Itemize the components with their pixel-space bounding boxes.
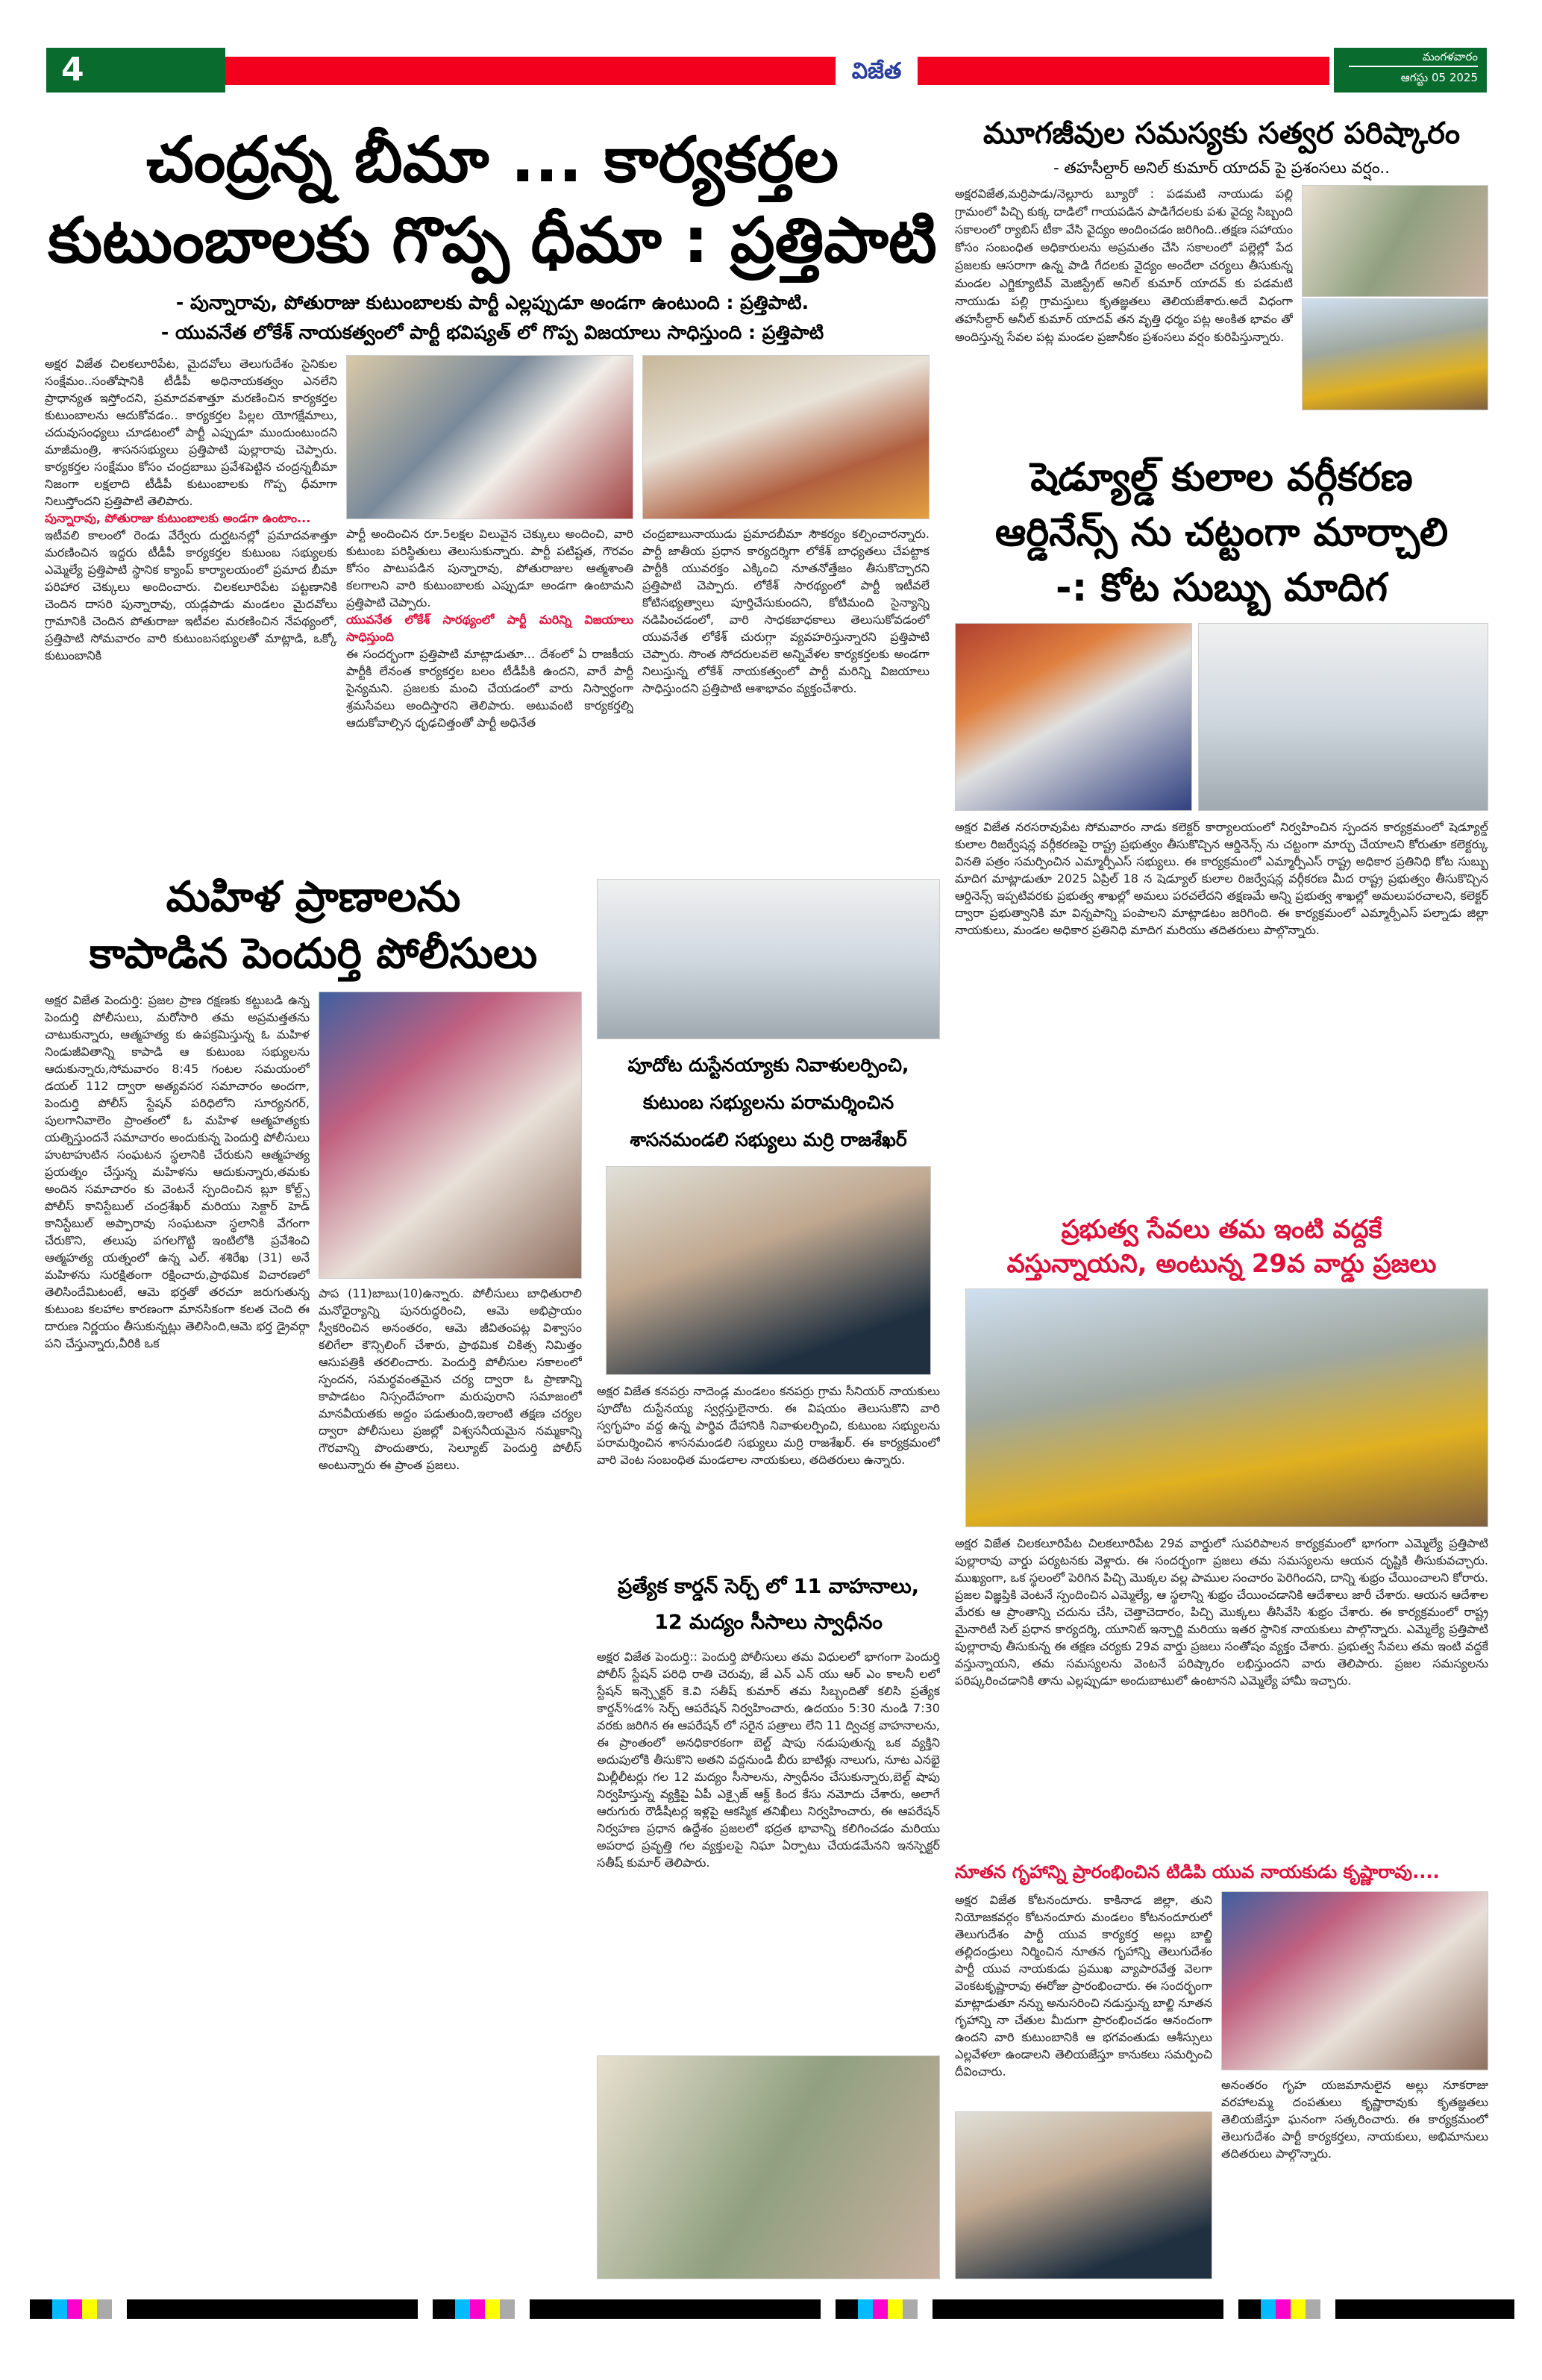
lead-subheads: [45, 288, 940, 348]
ward-headline-line-2: వస్తున్నాయని, అంటున్న 29వ వార్డు ప్రజలు: [1006, 1249, 1437, 1279]
cordon-body: అక్షర విజేత పెందుర్తి:: పెందుర్తి పోలీసులు తమ విధులలో భాగంగా పెందుర్తి పోలీస్ స్టేషన్ పరిధి రాతి చెరువు, జే ఎన్ ఎన్ యు ఆర్ ఎం కాలనీ లలో స్టేషన్ ఇన్స్పెక్టర్ కె.వి సతీష్ కుమార్ తమ సిబ్బందితో కలిసి ప్రత్యేక కార్డన్%డ% సెర్చ్ ఆపరేషన్ నిర్వహించారు, ఉదయం 5:30 నుండి 7:30 వరకు జరిగిన ఈ ఆపరేషన్ లో సరైన పత్రాలు లేని 11 ద్విచక్ర వాహనాలను, ఈ ప్రాంతంలో అనధికారకంగా బెల్ట్ షాపు నడుపుతున్న ఒక వ్యక్తిని అదుపులోకి తీసుకొని అతని వద్దనుండి బీరు బాటిళ్లు నాలుగు, నూట ఎనభై మిల్లీలీటర్లు గల 12 మద్యం సీసాలను, స్వాధీనం చేసుకున్నారు,బెల్ట్ షాపు నిర్వహిస్తున్న వ్యక్తిపై ఏపీ ఎక్సైజ్ ఆక్ట్ కింద కేసు నమోదు చేశారు, అలాగే ఆరుగురు రౌడీషీటర్ల ఇళ్లపై ఆకస్మిక తనిఖీలు నిర్వహించారు, ఈ ఆపరేషన్ నిర్వహణ ప్రధాన ఉద్దేశం ప్రజలలో భద్రత భావాన్ని కలిగించడం మరియు అపరాధ ప్రవృత్తి గల వ్యక్తులపై నిఘా ఏర్పాటు చేయడమేనని ఇనస్పెక్టర్ సతీష్ కుమార్ తెలిపారు.: [597, 1650, 940, 1870]
date-label: ఆగస్టు 05 2025: [1400, 71, 1478, 84]
house-story-row: [955, 1891, 1488, 2279]
lead-col1-subhead: పున్నారావు, పోతురాజు కుటుంబాలకు అండగా ఉంటాం...: [45, 511, 311, 525]
police-cordon-photo: [597, 2055, 940, 2279]
cordon-headline-line-2: 12 మద్యం సీసాలు స్వాధీనం: [654, 1611, 883, 1634]
page-number-box: 4: [46, 48, 225, 93]
cordon-headline: [597, 1569, 940, 1641]
house-body-2: అనంతరం గృహ యజమానులైన అల్లు నూకరాజు వరహాలమ్మ దంపతులు కృష్ణారావుకు కృతజ్ఞతలు తెలియజేస్తూ ఘనంగా సత్కరించారు. ఈ కార్యక్రమంలో తెలుగుదేశం పార్టీ కార్యకర్తలు, నాయకులు, అభిమానులు తదితరులు పాల్గొన్నారు.: [1221, 2078, 1488, 2161]
animals-photos: [1302, 185, 1488, 442]
lead-subhead-1: - పున్నారావు, పోతురాజు కుటుంబాలకు పార్టీ ఎల్లప్పుడూ అండగా ఉంటుంది : ప్రత్తిపాటి.: [175, 292, 809, 313]
official-photo: [1302, 185, 1488, 297]
police-body-2: పాప (11)బాబు(10)ఉన్నారు. పోలీసులు బాధితురాలి మనోధైర్యాన్ని పునరుద్ధరించి, ఆమె అభిప్రాయం స్వీకరించిన అనంతరం, ఆమె జీవితంపట్ల విశ్వాసం కలిగేలా కౌన్సిలింగ్ చేశారు, ప్రాథమిక చికిత్స నిమిత్తం ఆసుపత్రికి తరలించారు. పెందుర్తి పోలీసుల సకాలంలో స్పందన, సమర్థవంతమైన చర్య ద్వారా ఓ ప్రాణాన్ని కాపాడటం నిస్సందేహంగా మరుపురాని సమాజంలో మానవీయతకు అద్దం పడుతుంది,ఇలాంటి తక్షణ చర్యల ద్వారా పోలీసులు ప్రజల్లో విశ్వసనీయమైన నమ్మకాన్ని గౌరవాన్ని పొందుతారు, సెల్యూట్ పెందుర్తి పోలీస్ అంటున్నారు ఈ ప్రాంత ప్రజలు.: [319, 1286, 582, 1472]
lead-col-3: చంద్రబాబునాయుడు ప్రమాదబీమా సౌకర్యం కల్పించారన్నారు. పార్టీ జాతీయ ప్రధాన కార్యదర్శిగా లోకేశ్ బాధ్యతలు చేపట్టాక పార్టీకి యువరక్తం ఎక్కించి నూతనోత్తేజం తీసుకొచ్చారని ప్రత్తిపాటి చెప్పారు. లోకేశ్ సారథ్యంలో పార్టీ ఇటీవలే కోటిసభ్యత్వాలు పూర్తిచేసుకుందని, కోటిమంది సైన్యాన్ని నడిపించడంలో, వారి సాధకబాధకాలు తెలుసుకోవడంలో యువనేత లోకేశ్ చురుగ్గా వ్యవహరిస్తున్నారని ప్రత్తిపాటి చెప్పారు. సొంత సోదరులవలె అన్నివేళల కార్యకర్తలకు అండగా నిలుస్తున్న లోకేశ్ నాయకత్వంలో పార్టీ మరిన్ని విజయాలు సాధిస్తుందని ప్రత్తిపాటి ఆశాభావం వ్యక్తంచేశారు.: [642, 527, 930, 695]
police-columns: [45, 992, 582, 1615]
ward-body-end: లభిస్తుందని వారు తెలిపారు. ప్రజల సమస్యలను పరిష్కరించడానికి తాను ఎల్లప్పుడూ అందుబాటులో ఉంటానని ఎమ్మెల్యే హామీ ఇచ్చారు.: [955, 1656, 1488, 1688]
house-body: అక్షర విజేత కోటనందూరు. కాకినాడ జిల్లా, తుని నియోజకవర్గం కోటనందూరు మండలం కోటనందూరులో తెలుగుదేశం పార్టీ యువ కార్యకర్త అల్లు బాల్జి తల్లిదండ్రులు నిర్మించిన నూతన గృహాన్ని తెలుగుదేశం పార్టీ యువ నాయకుడు ప్రముఖ వ్యాపారవేత్త వెలగా వెంకటకృష్ణారావు ఈరోజు ప్రారంభించారు. ఈ సందర్భంగా మాట్లాడుతూ నన్ను అనుసరించి నడుస్తున్న బాల్జి నూతన గృహాన్ని నా చేతుల మీదుగా ప్రారంభించడం ఆనందంగా ఉందని వారి కుటుంబానికి ఆ భగవంతుడు ఆశీస్సులు ఎల్లవేళలా ఉండాలని తెలియజేస్తూ కానుకలు సమర్పించి దీవించారు.: [955, 1893, 1212, 2079]
lead-col1-text: అక్షర విజేత చిలకలూరిపేట, మైదవోలు తెలుగుదేశం సైనికుల సంక్షేమం..సంతోషానికి టీడీపీ అధినాయకత్వం ఎనలేని ప్రాధాన్యత ఇస్తోందని, ప్రమాదవశాత్తూ మరణించిన కార్యకర్తల కుటుంబాలను ఆదుకోవడం.. కార్యకర్తల పిల్లల యోగక్షేమాలు, చదువుసంధ్యలు చూడటంలో పార్టీ ఎప్పుడూ ముందుంటుందని మాజీమంత్రి, శాసనసభ్యులు ప్రత్తిపాటి పుల్లారావు చెప్పారు. కార్యకర్తల సంక్షేమం కోసం చంద్రబాబు ప్రవేశపెట్టిన చంద్రన్నబీమా నిజంగా లక్షలాది టీడీపీ కుటుంబాలకు గొప్ప ధీమాగా నిలుస్తోందని ప్రత్తిపాటి తెలిపారు.: [45, 357, 337, 508]
ribbon-cutting-photo: [955, 2111, 1212, 2279]
mlc-headline-line-3: శాసనమండలి సభ్యులు మర్రి రాజశేఖర్: [630, 1129, 907, 1150]
lead-col2-subhead: యువనేత లోకేశ్ సారథ్యంలో పార్టీ మరిన్ని విజయాలు సాధిస్తుంది: [346, 613, 633, 644]
animals-headline: మూగజీవుల సమస్యకు సత్వర పరిష్కారం: [982, 116, 1461, 151]
rescued-woman-photo: [319, 992, 582, 1279]
lead-subhead-2: - యువనేత లోకేశ్ నాయకత్వంలో పార్టీ భవిష్యత్ లో గొప్ప విజయాలు సాధిస్తుంది : ప్రత్తిపాటి: [160, 322, 824, 343]
mlc-headline-line-2: కుటుంబ సభ్యులను పరామర్శించిన: [642, 1092, 894, 1113]
condolence-visit-photo: [606, 1166, 931, 1375]
newspaper-logo: విజేత: [836, 49, 918, 95]
press-meet-photo: [955, 623, 1192, 811]
animals-body: అక్షరవిజేత,మర్రిపాడు/నెల్లూరు బ్యూరో : పడమటి నాయుడు పల్లి గ్రామంలో పిచ్చి కుక్క దాడిలో గాయపడిన పాడిగేదలకు పశు వైద్య సిబ్బంది సకాలంలో ర్యాబిస్ టీకా వేసి వైద్యం అందించడం జరిగింది..తక్షణ సహాయం కోసం సంబంధిత అధికారులను అప్రమతం చేసి సకాలంలో పల్లెల్లో పేద ప్రజలకు ఆసరాగా ఉన్న పాడి గేదలకు వైద్యం అందేలా చర్యలు తీసుకున్న మండల ఎగ్జిక్యూటివ్ మెజిస్ట్రేట్ అనిల్ కుమార్ యాదవ్ కు పడమటి నాయుడు పల్లి గ్రామస్తులు కృతజ్ఞతలు తెలియజేశారు.అదే విధంగా తహసీల్దార్ అనీల్ కుమార్ యాదవ్ తన వృత్తి ధర్మం పట్ల అంకిత భావం తో అందిస్తున్న సేవల పట్ల మండల ప్రజానీకం ప్రశంసలు వర్షం కురిపిస్తున్నారు.: [955, 187, 1293, 345]
lead-col-2-wrap: [346, 355, 633, 865]
cordon-headline-line-1: ప్రత్యేక కార్డన్ సెర్చ్ లో 11 వాహనాలు,: [618, 1575, 919, 1598]
date-box: [1334, 48, 1487, 93]
lead-photo-2: [642, 355, 930, 519]
police-headline-line-2: కాపాడిన పెందుర్తి పోలీసులు: [89, 930, 538, 978]
day-label: మంగళవారం: [1349, 48, 1478, 67]
sc-headline: [955, 450, 1488, 616]
police-right: [319, 992, 582, 1615]
animals-subhead: - తహసీల్దార్ అనిల్ కుమార్ యాదవ్ పై ప్రశంసలు వర్షం..: [1053, 159, 1390, 177]
sc-headline-line-3: -: కోట సుబ్బు మాదిగ: [1056, 566, 1388, 611]
sc-headline-line-2: ఆర్డినేన్స్ ను చట్టంగా మార్చాలి: [994, 510, 1449, 556]
police-headline-line-1: మహిళ ప్రాణాలను: [166, 873, 461, 921]
lead-col2-text: పార్టీ అందించిన రూ.5లక్షల విలువైన చెక్కులు అందించి, వారి కుటుంబ పరిస్థితులు తెలుసుకున్నారు. పార్టీ పటిష్టత, గౌరవం కోసం పాటుపడిన పున్నారావు, పోతురాజుల ఆత్మశాంతి కలగాలని వారి కుటుంబాలకు ఎప్పుడూ అండగా ఉంటామని ప్రత్తిపాటి చెప్పారు.: [346, 527, 633, 610]
house-right: [1221, 1891, 1488, 2279]
sc-body: అక్షర విజేత నరసరావుపేట సోమవారం నాడు కలెక్టర్ కార్యాలయంలో నిర్వహించిన స్పందన కార్యక్రమంలో షెడ్యూల్డ్ కులాల రిజర్వేషన్ల వర్గీకరణపై రాష్ట్ర ప్రభుత్వం తీసుకొచ్చిన ఆర్డినెన్స్ ను చట్టంగా మార్చు చేయాలని కోరుతూ కలెక్టర్కు వినతి పత్రం సమర్పించిన ఎమ్మార్పీఎస్ సభ్యులు. ఈ కార్యక్రమంలో ఎమ్మార్పీఎస్ రాష్ట్ర అధికార ప్రతినిధి కోట సుబ్బు మాదిగ మాట్లాడుతూ 2025 ఏప్రిల్ 18 న షెడ్యూల్ కులాల రిజర్వేషన్ల వర్గీకరణ మీద రాష్ట్ర ప్రభుత్వం తీసుకొచ్చిన ఆర్డినెన్స్ ఇప్పటివరకు ప్రభుత్వ శాఖల్లో అమలు పరచలేదని తక్షణమే అన్ని ప్రభుత్వ శాఖల్లో అమలుపరచాలని, కలెక్టర్ ద్వారా ప్రభుత్వానికి మా విన్నపాన్ని పంపాలని మాట్లాడటం జరిగింది. ఈ కార్యక్రమంలో ఎమ్మార్పీఎస్ పల్నాడు జిల్లా నాయకులు, మండల అధికార ప్రతినిధి మాదిగ మరియు తదితరులు పాల్గొన్నారు.: [955, 820, 1488, 938]
ward-headline: [955, 1212, 1488, 1281]
lead-columns: [45, 355, 940, 865]
right-column-bottom: [955, 1212, 1488, 2279]
mlc-body: అక్షర విజేత కనపర్రు నాదెండ్ల మండలం కనపర్రు గ్రామ సీనియర్ నాయకులు పూదోట దుస్టేనయ్య స్వర్గస్తులైనారు. ఈ విషయం తెలుసుకొని వారి స్వగృహం వద్ద ఉన్న పార్థివ దేహానికి నివాళులర్పించి, కుటుంబ సభ్యులను పరామర్శించిన శాసనమండలి సభ్యులు మర్రి రాజశేఖర్. ఈ కార్యక్రమంలో వారి వెంట సంబంధిత మండలాల నాయకులు, తదితరులు ఉన్నారు.: [597, 1384, 940, 1467]
police-headline: [45, 869, 582, 983]
lead-headline-line-2: కుటుంబాలకు గొప్ప ధీమా : ప్రత్తిపాటి: [48, 204, 937, 277]
jcb-cleanup-photo: [965, 1288, 1488, 1527]
lead-col-2: [346, 525, 633, 865]
ward-headline-line-1: ప్రభుత్వ సేవలు తమ ఇంటి వద్దకే: [1061, 1215, 1382, 1244]
sc-headline-line-1: షెడ్యూల్డ్ కులాల వర్గీకరణ: [1030, 455, 1413, 501]
lead-headline: [45, 119, 940, 281]
lead-col2b-text: ఈ సందర్భంగా ప్రత్తిపాటి మాట్లాడుతూ... దేశంలో ఏ రాజకీయ పార్టీకి లేనంత కార్యకర్తల బలం టీడీపీకి ఉందని, వారే పార్టీ సైన్యమని. ప్రజలకు మంచి చేయడంలో వారు నిస్వార్థంగా శ్రమసేవలు అందిస్తారని తెలిపారు. అటువంటి కార్యకర్తల్ని ఆదుకోవాల్సిన ధృఢచిత్తంతో పార్టీ అధినేత: [346, 647, 633, 730]
right-column-top: [955, 116, 1488, 1201]
middle-column: [597, 879, 940, 2279]
ward-body-text: అక్షర విజేత చిలకలూరిపేట చిలకలూరిపేట 29వ వార్డులో సుపరిపాలన కార్యక్రమంలో భాగంగా ఎమ్మెల్యే ప్రత్తిపాటి పుల్లారావు వార్డు పర్యటనకు వెళ్లారు. ఈ సందర్భంగా ప్రజలు తమ సమస్యలను ఆయన దృష్టికి తీసుకువచ్చారు. ముఖ్యంగా, ఒక స్థలంలో పెరిగిన పిచ్చి మొక్కల వల్ల పాముల సంచారం పెరిగిందని, దాన్ని శుభ్రం చేయించాలని కోరారు. ప్రజల విజ్ఞప్తికి వెంటనే స్పందించిన ఎమ్మెల్యే, ఆ స్థలాన్ని శుభ్రం చేయించడానికి ఆదేశాలు జారీ చేశారు. ఆయన ఆదేశాల మేరకు ఆ ప్రాంతాన్ని చదును చేసి, చెత్తాచెదారం, పిచ్చి మొక్కలు తీసివేసి శుభ్రం చేశారు. ఈ కార్యక్రమంలో రాష్ట్ర మైనారిటీ సెల్ ప్రధాన కార్యదర్శి, యూనిట్ ఇన్చార్జి మరియు ఇతర స్థానిక నాయకులు పాల్గొన్నారు. ఎమ్మెల్యే ప్రత్తిపాటి పుల్లారావు తీసుకున్న ఈ తక్షణ చర్యకు 29వ వార్డు ప్రజలు సంతోషం వ్యక్తం చేశారు. ప్రభుత్వ సేవలు తమ ఇంటి వద్దకే వస్తున్నాయని, తమ సమస్యలను వెంటనే పరిష్కారం: [955, 1536, 1488, 1670]
masthead-red-bar: [225, 57, 1329, 85]
animals-story-row: [955, 185, 1488, 442]
mlc-headline-line-1: పూదోట దుస్టేనయ్యాకు నివాళులర్పించి,: [627, 1054, 909, 1076]
police-story: [45, 869, 582, 1615]
police-body: అక్షర విజేత పెందుర్తి: ప్రజల ప్రాణ రక్షణకు కట్టుబడి ఉన్న పెందుర్తి పోలీసులు, మరోసారి తమ అప్రమత్తతను చాటుకున్నారు, ఆత్మహత్య కు ఉపక్రమిస్తున్న ఓ మహిళ నిండుజీవితాన్ని కాపాడి ఆ కుటుంబ సభ్యులను ఆదుకున్నారు,సోమవారం 8:45 గంటల సమయంలో డయల్ 112 ద్వారా అత్యవసర సమాచారం అందగా, పెందుర్తి పోలీస్ స్టేషన్ పరిధిలోని సూర్యనగర్, పులగానివాలెం ప్రాంతంలో ఓ మహిళ ఆత్మహత్యకు యత్నిస్తుందనే సమాచారం అందుకున్న పెందుర్తి పోలీసులు హుటాహుటిన సంఘటన స్థలానికి చేరుకుని ఆత్మహత్య ప్రయత్నం చేస్తున్న మహిళను ఆదుకున్నారు,తమకు అందిన సమాచారం కు వెంటనే స్పందించిన బ్లూ కోల్ట్స్ పోలీస్ కానిస్టేబుల్ చంద్రశేఖర్ మరియు సెక్టార్ హెడ్ కానిస్టేబుల్ అప్పారావు సంఘటనా స్థలానికి వేగంగా చేరుకొని, తలుపు పగలగొట్టి ఇంటిలోకి ప్రవేశించి ఆత్మహత్య యత్నంలో ఉన్న ఎల్. శశిరేఖ (31) అనే మహిళను సురక్షితంగా రక్షించారు,ప్రాథమిక విచారణలో తెలిసిందేమిటంటే, ఆమె భర్తతో తరచూ జరుగుతున్న కుటుంబ కలహాల కారణంగా మానసికంగా కలత చెంది ఈ దారుణ నిర్ణయం తీసుకున్నట్లు తెలిసింది,ఆమె భర్త డ్రైవర్గా పని చేస్తున్నారు,వీరికి ఒక: [45, 993, 310, 1350]
print-registration-bar: [30, 2299, 1514, 2319]
lead-col1b-text: ఇటీవలి కాలంలో రెండు వేర్వేరు దుర్ఘటనల్లో ప్రమాదవశాత్తూ మరణించిన ఇద్దరు టీడీపీ కార్యకర్తల కుటుంబ సభ్యులకు ఎమ్మెల్యే ప్రత్తిపాటి స్థానిక క్యాంప్ కార్యాలయంలో ప్రమాద బీమా పరిహార చెక్కులు అందించారు. చిలకలూరిపేట పట్టణానికి చెందిన దాసరి పున్నారావు, యడ్లపాడు మండలం మైదవోలు గ్రామానికి చెందిన పోతురాజు ఇటీవల మరణించిన నేపథ్యంలో, ప్రత్తిపాటి సోమవారం వారి కుటుంబసభ్యులతో మాట్లాడి, ఒక్కో కుటుంబానికి: [45, 528, 337, 663]
lead-col-3-wrap: [642, 355, 930, 865]
calf-treatment-photo: [1302, 298, 1488, 410]
tribute-photo: [597, 879, 940, 1039]
house-left: [955, 1891, 1212, 2279]
lead-col-1: [45, 355, 337, 865]
house-headline: నూతన గృహాన్ని ప్రారంభించిన టిడిపి యువ నాయకుడు కృష్ణారావు....: [955, 1861, 1440, 1882]
petition-photo: [1198, 623, 1488, 811]
sc-photos: [955, 623, 1488, 811]
mlc-headline: [597, 1047, 940, 1159]
ward-body: [955, 1535, 1488, 1853]
lead-photo-1: [346, 355, 633, 519]
lead-story: [45, 119, 940, 865]
house-opening-photo: [1221, 1891, 1488, 2070]
lead-headline-line-1: చంద్రన్న బీమా ... కార్యకర్తల: [145, 123, 839, 196]
